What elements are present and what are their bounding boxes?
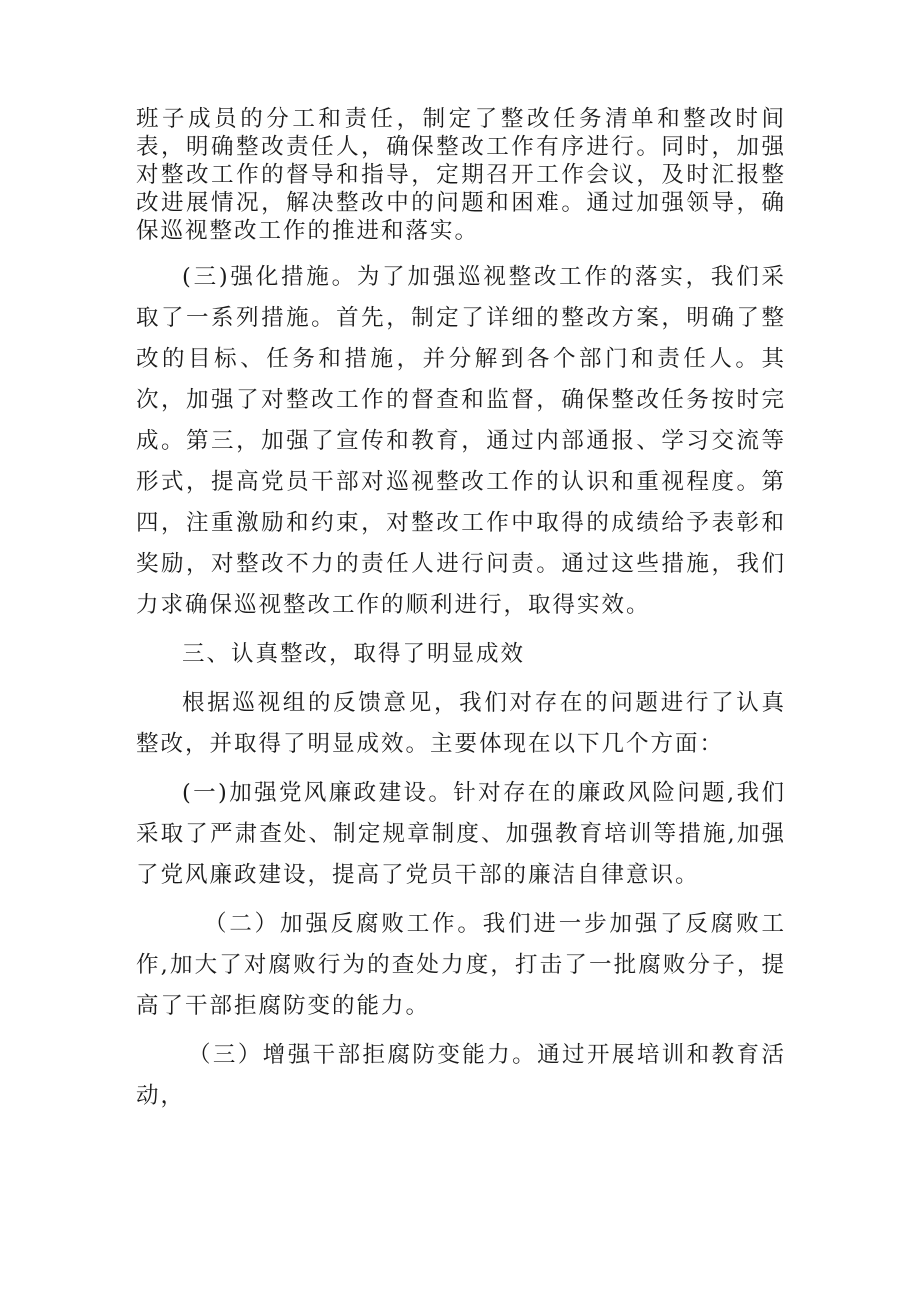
section-heading: 三、认真整改，取得了明显成效 [182,641,526,667]
paragraph-cadre-ability: （三）增强干部拒腐防变能力。通过开展培训和教育活动， [136,1042,786,1109]
document-page [136,105,786,1117]
paragraph-results-intro: 根据巡视组的反馈意见，我们对存在的问题进行了认真整改，并取得了明显成效。主要体现在以下几个方面： [136,690,786,757]
paragraph-anti-corruption: （二）加强反腐败工作。我们进一步加强了反腐败工作,加大了对腐败行为的查处力度，打击了一批腐败分子，提高了干部拒腐防变的能力。 [136,911,786,1019]
paragraph-measures: (三)强化措施。为了加强巡视整改工作的落实，我们采取了一系列措施。首先，制定了详细的整改方案，明确了整改的目标、任务和措施，并分解到各个部门和责任人。其次，加强了对整改工作的督查和监督，确保整改任务按时完成。第三，加强了宣传和教育，通过内部通报、学习交流等形式，提高党员干部对巡视整改工作的认识和重视程度。第四，注重激励和约束，对整改工作中取得的成绩给予表彰和奖励，对整改不力的责任人进行问责。通过这些措施，我们力求确保巡视整改工作的顺利进行，取得实效。 [136,264,786,618]
paragraph-party-conduct: (一)加强党风廉政建设。针对存在的廉政风险问题,我们采取了严肃查处、制定规章制度、加强教育培训等措施,加强了党风廉政建设，提高了党员干部的廉洁自律意识。 [136,780,786,888]
paragraph-leadership: 班子成员的分工和责任，制定了整改任务清单和整改时间表，明确整改责任人，确保整改工作有序进行。同时，加强对整改工作的督导和指导，定期召开工作会议，及时汇报整改进展情况，解决整改中的问题和困难。通过加强领导，确保巡视整改工作的推进和落实。 [136,106,786,244]
